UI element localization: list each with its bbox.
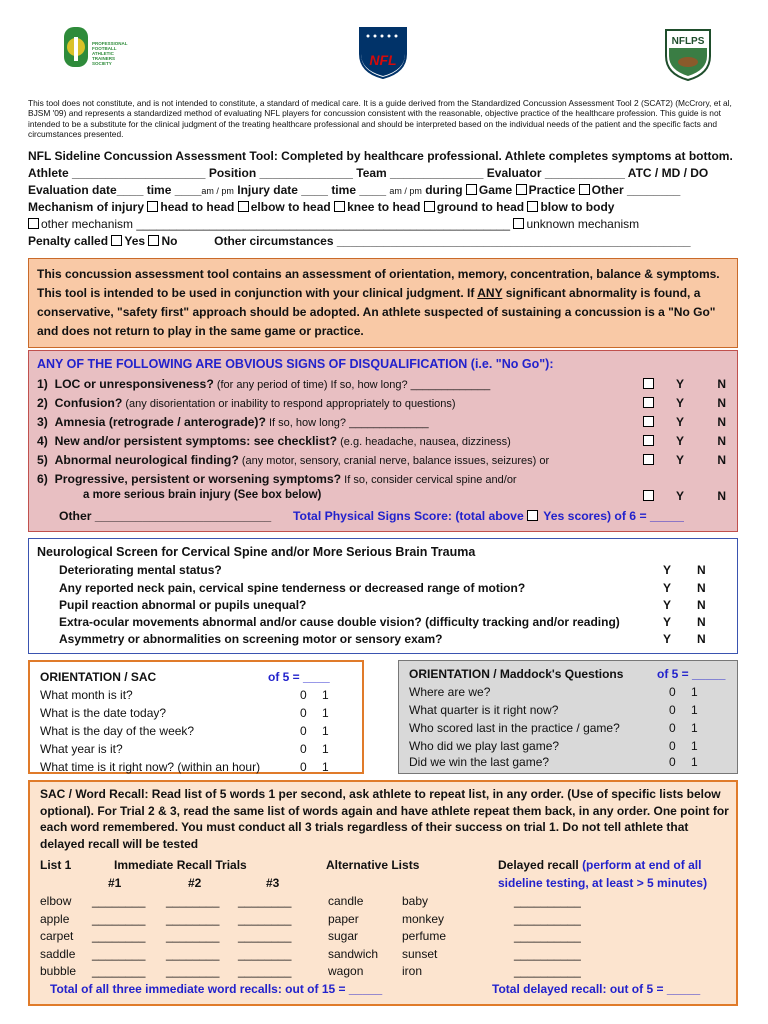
mech-option: blow to body	[540, 200, 615, 214]
y-label: Y	[676, 453, 685, 467]
trial-3-blank[interactable]: ________	[238, 946, 292, 961]
disqual-item	[37, 377, 490, 391]
n-label: N	[717, 396, 727, 410]
neuro-y[interactable]: Y	[663, 632, 672, 646]
trial-1-header: #1	[108, 876, 122, 890]
neuro-y[interactable]: Y	[663, 563, 672, 577]
mech-option: ground to head	[436, 200, 525, 214]
list1-word: elbow	[40, 894, 72, 908]
unknown-mechanism-checkbox[interactable]	[513, 218, 524, 229]
y-label: Y	[676, 377, 685, 391]
total-label: Total Physical Signs Score: (total above	[293, 509, 528, 523]
eval-ampm: am / pm	[201, 186, 234, 196]
alt-list-b-word: baby	[402, 894, 429, 908]
disqualification-title: ANY OF THE FOLLOWING ARE OBVIOUS SIGNS OF DISQUALIFICATION (i.e. "No Go"):	[37, 357, 554, 371]
maddock-score[interactable]: of 5 = _____	[657, 667, 726, 681]
sac-question: What year is it?	[40, 742, 123, 756]
form-title: NFL Sideline Concussion Assessment Tool: Completed by healthcare professional. Athlete completes symptoms at bottom.	[28, 149, 733, 163]
notice-text: This tool is intended to be used in conjunction with your clinical judgment. If	[37, 286, 478, 300]
item-label: Confusion?	[54, 396, 123, 410]
nflps-logo-text: NFLPS	[671, 36, 705, 47]
penalty-no-checkbox[interactable]	[148, 235, 159, 246]
sac-score-0[interactable]: 0	[300, 706, 307, 720]
athlete-info-line[interactable]: Athlete ____________________ Position ______________ Team ______________ Evaluator ____________ ATC / MD / DO	[28, 166, 709, 180]
immediate-recall-header: Immediate Recall Trials	[114, 858, 247, 872]
item-label: Progressive, persistent or worsening symptoms?	[54, 472, 342, 486]
maddock-question: What quarter is it right now?	[409, 703, 559, 717]
yn-row	[643, 377, 726, 391]
disqual-item	[37, 396, 456, 410]
disqual-item	[37, 453, 549, 467]
penalty-label: Penalty called	[28, 234, 109, 248]
sac-question: What month is it?	[40, 688, 133, 702]
evaluation-date-field[interactable]: Evaluation date____ time ____	[28, 183, 202, 197]
yes-checkbox[interactable]	[643, 454, 654, 465]
trial-1-blank[interactable]: ________	[92, 964, 146, 978]
delayed-note: (perform at end of all	[582, 858, 702, 872]
delayed-blank[interactable]: __________	[514, 929, 581, 943]
list1-word: saddle	[40, 946, 76, 961]
notice-line: conservative, "safety first" approach should be adopted. An athlete suspected of sustaining a concussion is a "No Go"	[37, 305, 716, 319]
item-detail: (any disorientation or inability to respond appropriately to questions)	[122, 398, 456, 410]
notice-emphasis: ANY	[477, 286, 503, 300]
alt-list-a-word: sugar	[328, 929, 359, 943]
delayed-blank[interactable]: __________	[514, 894, 581, 908]
penalty-yes-label: Yes	[124, 234, 146, 248]
maddock-score-1[interactable]: 1	[691, 721, 698, 735]
pfatss-logo	[62, 27, 128, 75]
alt-list-b-word: perfume	[402, 929, 447, 943]
sac-question: What is the date today?	[40, 706, 167, 720]
mech-checkbox[interactable]	[424, 201, 435, 212]
neuro-item: Deteriorating mental status?	[59, 563, 222, 577]
neuro-item: Asymmetry or abnormalities on screening motor or sensory exam?	[59, 632, 443, 646]
penalty-no-label: No	[161, 234, 178, 248]
alt-list-a-word: candle	[328, 894, 364, 908]
alt-list-b-word: monkey	[402, 911, 445, 926]
delayed-note-cont: sideline testing, at least > 5 minutes)	[498, 876, 708, 890]
item-detail: (e.g. headache, nausea, dizziness)	[337, 436, 511, 448]
item-num: 1)	[37, 377, 48, 391]
disclaimer-text: This tool does not constitute, and is not intended to constitute, a standard of medical care. It is a guide derived from the Standardized Concussion Assessment Tool 2 (SCAT2) (McCrory, et al, BJSM '09) and represents a standardized method of evaluating NFL players for concussion consistent with the reasonable, objective practice of the healthcare profession. This guide is not intended to be a substitute for the clinical judgment of the treating healthcare professional and should be interpreted based on the individual needs of the patient and the specific facts and circumstances presented.	[28, 98, 732, 140]
trial-2-header: #2	[188, 876, 202, 890]
notice-text: significant abnormality is found, a	[502, 286, 701, 300]
other-checkbox[interactable]	[579, 184, 590, 195]
other-label[interactable]: Other ________	[591, 183, 681, 197]
other-mechanism-field[interactable]: other mechanism ________________________________________________________	[41, 217, 511, 231]
neuro-item: Any reported neck pain, cervical spine tenderness or decreased range of motion?	[59, 581, 526, 595]
y-label: Y	[676, 415, 685, 429]
yes-checkbox[interactable]	[643, 435, 654, 446]
disqualification-box	[28, 350, 738, 532]
item-label: Abnormal neurological finding?	[54, 453, 239, 467]
mech-checkbox[interactable]	[334, 201, 345, 212]
nfl-shield-logo	[358, 24, 408, 80]
trial-3-blank[interactable]: ________	[238, 964, 292, 978]
game-label: Game	[478, 183, 513, 197]
total-delayed-recall[interactable]: Total delayed recall: out of 5 = _____	[492, 982, 701, 996]
trial-1-blank[interactable]: ________	[92, 911, 146, 926]
sac-score-1[interactable]: 1	[322, 706, 329, 720]
maddock-score-0[interactable]: 0	[669, 703, 676, 717]
trial-1-blank[interactable]: ________	[92, 894, 146, 908]
item-detail: If so, consider cervical spine and/or	[341, 474, 517, 486]
neuro-y[interactable]: Y	[663, 598, 672, 612]
alt-list-a-word: paper	[328, 911, 359, 926]
mechanism-line	[28, 199, 614, 215]
yn-row	[643, 489, 726, 503]
delayed-label: Delayed recall	[498, 858, 583, 872]
trial-2-blank[interactable]: ________	[166, 929, 220, 943]
item-num: 3)	[37, 415, 48, 429]
orientation-sac-box	[28, 660, 364, 774]
y-label: Y	[676, 434, 685, 448]
notice-line: This concussion assessment tool contains an assessment of orientation, memory, concentration, balance & symptoms.	[37, 267, 720, 281]
practice-label: Practice	[528, 183, 576, 197]
mech-option: elbow to head	[250, 200, 331, 214]
alt-list-a-word: sandwich	[328, 946, 379, 961]
orientation-maddock-box	[398, 660, 738, 774]
neuro-n[interactable]: N	[697, 598, 706, 612]
maddock-score-1[interactable]: 1	[691, 739, 698, 753]
list1-word: bubble	[40, 964, 77, 978]
word-recall-instructions: SAC / Word Recall: Read list of 5 words 1 per second, ask athlete to repeat list, in any order. (Use of specific lists below optional). For Trial 2 & 3, read the same list of words again and have athlete repeat them back, in any order. One point for each word remembered. You must conduct all 3 trials regardless of their success on trial 1. Do not tell athlete that delayed recall will be tested	[40, 787, 729, 851]
neuro-n[interactable]: N	[697, 581, 706, 595]
sac-score-1[interactable]: 1	[322, 760, 329, 774]
maddock-score-1[interactable]: 1	[691, 685, 698, 699]
alternative-lists-header: Alternative Lists	[326, 858, 420, 872]
maddock-question: Who did we play last game?	[409, 739, 560, 753]
yn-row	[643, 415, 726, 429]
sac-score-1[interactable]: 1	[322, 724, 329, 738]
item-num: 2)	[37, 396, 48, 410]
n-label: N	[717, 415, 727, 429]
game-checkbox[interactable]	[466, 184, 477, 195]
delayed-blank[interactable]: __________	[514, 911, 581, 926]
sac-question: What is the day of the week?	[40, 724, 195, 738]
penalty-line	[28, 233, 691, 249]
trial-1-blank[interactable]: ________	[92, 946, 146, 961]
total-physical-signs[interactable]	[293, 509, 684, 523]
trial-3-header: #3	[266, 876, 280, 890]
neuro-title: Neurological Screen for Cervical Spine and/or More Serious Brain Trauma	[37, 545, 476, 559]
maddock-title: ORIENTATION / Maddock's Questions	[409, 667, 624, 681]
item-label: LOC or unresponsiveness?	[54, 377, 214, 391]
disqual-item	[37, 472, 517, 486]
yn-row	[643, 434, 726, 448]
item-label: New and/or persistent symptoms: see checklist?	[54, 434, 338, 448]
trial-2-blank[interactable]: ________	[166, 911, 220, 926]
disqual-item	[37, 415, 429, 429]
y-label: Y	[676, 396, 685, 410]
mech-checkbox[interactable]	[147, 201, 158, 212]
trial-2-blank[interactable]: ________	[166, 894, 220, 908]
disqual-item-6-continued: a more serious brain injury (See box below)	[83, 489, 322, 501]
mechanism-label: Mechanism of injury	[28, 200, 145, 214]
trial-3-blank[interactable]: ________	[238, 911, 292, 926]
yn-row	[643, 453, 726, 467]
neuro-n[interactable]: N	[697, 632, 706, 646]
n-label: N	[717, 453, 727, 467]
delayed-blank[interactable]: __________	[514, 946, 581, 961]
notice-line	[37, 284, 729, 303]
yes-checkbox[interactable]	[643, 416, 654, 427]
yes-checkbox[interactable]	[643, 378, 654, 389]
item-detail: (any motor, sensory, cranial nerve, balance issues, seizures) or	[238, 455, 550, 467]
alt-list-b-word: sunset	[402, 946, 438, 961]
other-mechanism-checkbox[interactable]	[28, 218, 39, 229]
maddock-score-1[interactable]: 1	[691, 755, 698, 769]
maddock-score-0[interactable]: 0	[669, 739, 676, 753]
other-circumstances-field[interactable]: Other circumstances _____________________________________________________	[214, 234, 691, 248]
item-label: Amnesia (retrograde / anterograde)?	[54, 415, 266, 429]
sac-score-0[interactable]: 0	[300, 760, 307, 774]
trial-3-blank[interactable]: ________	[238, 929, 292, 943]
sac-score-1[interactable]: 1	[322, 688, 329, 702]
disqual-item	[37, 434, 511, 448]
unknown-mechanism-label: unknown mechanism	[526, 217, 640, 231]
neuro-n[interactable]: N	[697, 563, 706, 577]
delayed-recall-header	[498, 858, 701, 872]
sac-score[interactable]: of 5 = ____	[268, 670, 330, 684]
other-signs-field[interactable]: Other __________________________	[59, 509, 272, 523]
total-immediate-recall[interactable]: Total of all three immediate word recalls: out of 15 = _____	[50, 982, 383, 996]
neuro-item: Pupil reaction abnormal or pupils unequal?	[59, 598, 307, 612]
mech-option: head to head	[160, 200, 235, 214]
item-num: 5)	[37, 453, 48, 467]
pfatss-logo-text: PROFESSIONAL FOOTBALL ATHLETIC TRAINERS SOCIETY	[92, 41, 128, 66]
maddock-question: Did we win the last game?	[409, 755, 550, 769]
y-label: Y	[676, 489, 685, 503]
penalty-yes-checkbox[interactable]	[111, 235, 122, 246]
neuro-y[interactable]: Y	[663, 615, 672, 629]
trial-1-blank[interactable]: ________	[92, 929, 146, 943]
during-label: during	[421, 183, 466, 197]
delayed-blank[interactable]: __________	[514, 964, 581, 978]
mech-option: knee to head	[347, 200, 421, 214]
yn-row	[643, 396, 726, 410]
other-mechanism-line	[28, 216, 639, 232]
sac-question: What time is it right now? (within an hour)	[40, 760, 261, 774]
trial-2-blank[interactable]: ________	[166, 964, 220, 978]
n-label: N	[717, 489, 727, 503]
sac-title: ORIENTATION / SAC	[40, 670, 157, 684]
nfl-logo-text: NFL	[369, 52, 397, 68]
sac-score-1[interactable]: 1	[322, 742, 329, 756]
maddock-question: Where are we?	[409, 685, 491, 699]
neuro-y[interactable]: Y	[663, 581, 672, 595]
list1-word: carpet	[40, 929, 74, 943]
sac-score-0[interactable]: 0	[300, 724, 307, 738]
sac-score-0[interactable]: 0	[300, 742, 307, 756]
mech-checkbox[interactable]	[527, 201, 538, 212]
injury-ampm: am / pm	[389, 186, 422, 196]
yes-checkbox[interactable]	[643, 397, 654, 408]
n-label: N	[717, 434, 727, 448]
yes-checkbox[interactable]	[643, 490, 654, 501]
maddock-score-0[interactable]: 0	[669, 755, 676, 769]
sac-score-0[interactable]: 0	[300, 688, 307, 702]
maddock-score-0[interactable]: 0	[669, 721, 676, 735]
list1-header: List 1	[40, 858, 72, 872]
nflps-shield-logo	[664, 26, 712, 82]
trial-2-blank[interactable]: ________	[166, 946, 220, 961]
injury-date-field[interactable]: Injury date ____ time ____	[233, 183, 390, 197]
evaluation-line[interactable]	[28, 182, 680, 199]
list1-word: apple	[40, 911, 70, 926]
n-label: N	[717, 377, 727, 391]
neuro-n[interactable]: N	[697, 615, 706, 629]
maddock-score-0[interactable]: 0	[669, 685, 676, 699]
neuro-screen-box	[28, 538, 738, 654]
total-score-field[interactable]: Yes scores) of 6 = _____	[540, 509, 684, 523]
practice-checkbox[interactable]	[516, 184, 527, 195]
word-recall-box	[28, 780, 738, 1006]
mech-checkbox[interactable]	[238, 201, 249, 212]
trial-3-blank[interactable]: ________	[238, 894, 292, 908]
item-num: 4)	[37, 434, 48, 448]
neuro-item: Extra-ocular movements abnormal and/or cause double vision? (difficulty tracking and/or reading)	[59, 615, 620, 629]
maddock-score-1[interactable]: 1	[691, 703, 698, 717]
item-detail: If so, how long? _____________	[265, 417, 429, 429]
assessment-notice-box	[28, 258, 738, 348]
alt-list-a-word: wagon	[328, 964, 364, 978]
alt-list-b-word: iron	[402, 964, 423, 978]
total-yes-checkbox	[527, 510, 538, 521]
notice-line: and does not return to play in the same game or practice.	[37, 324, 364, 338]
maddock-question: Who scored last in the practice / game?	[409, 721, 620, 735]
item-detail: (for any period of time) If so, how long? _____________	[213, 379, 491, 391]
item-num: 6)	[37, 472, 48, 486]
